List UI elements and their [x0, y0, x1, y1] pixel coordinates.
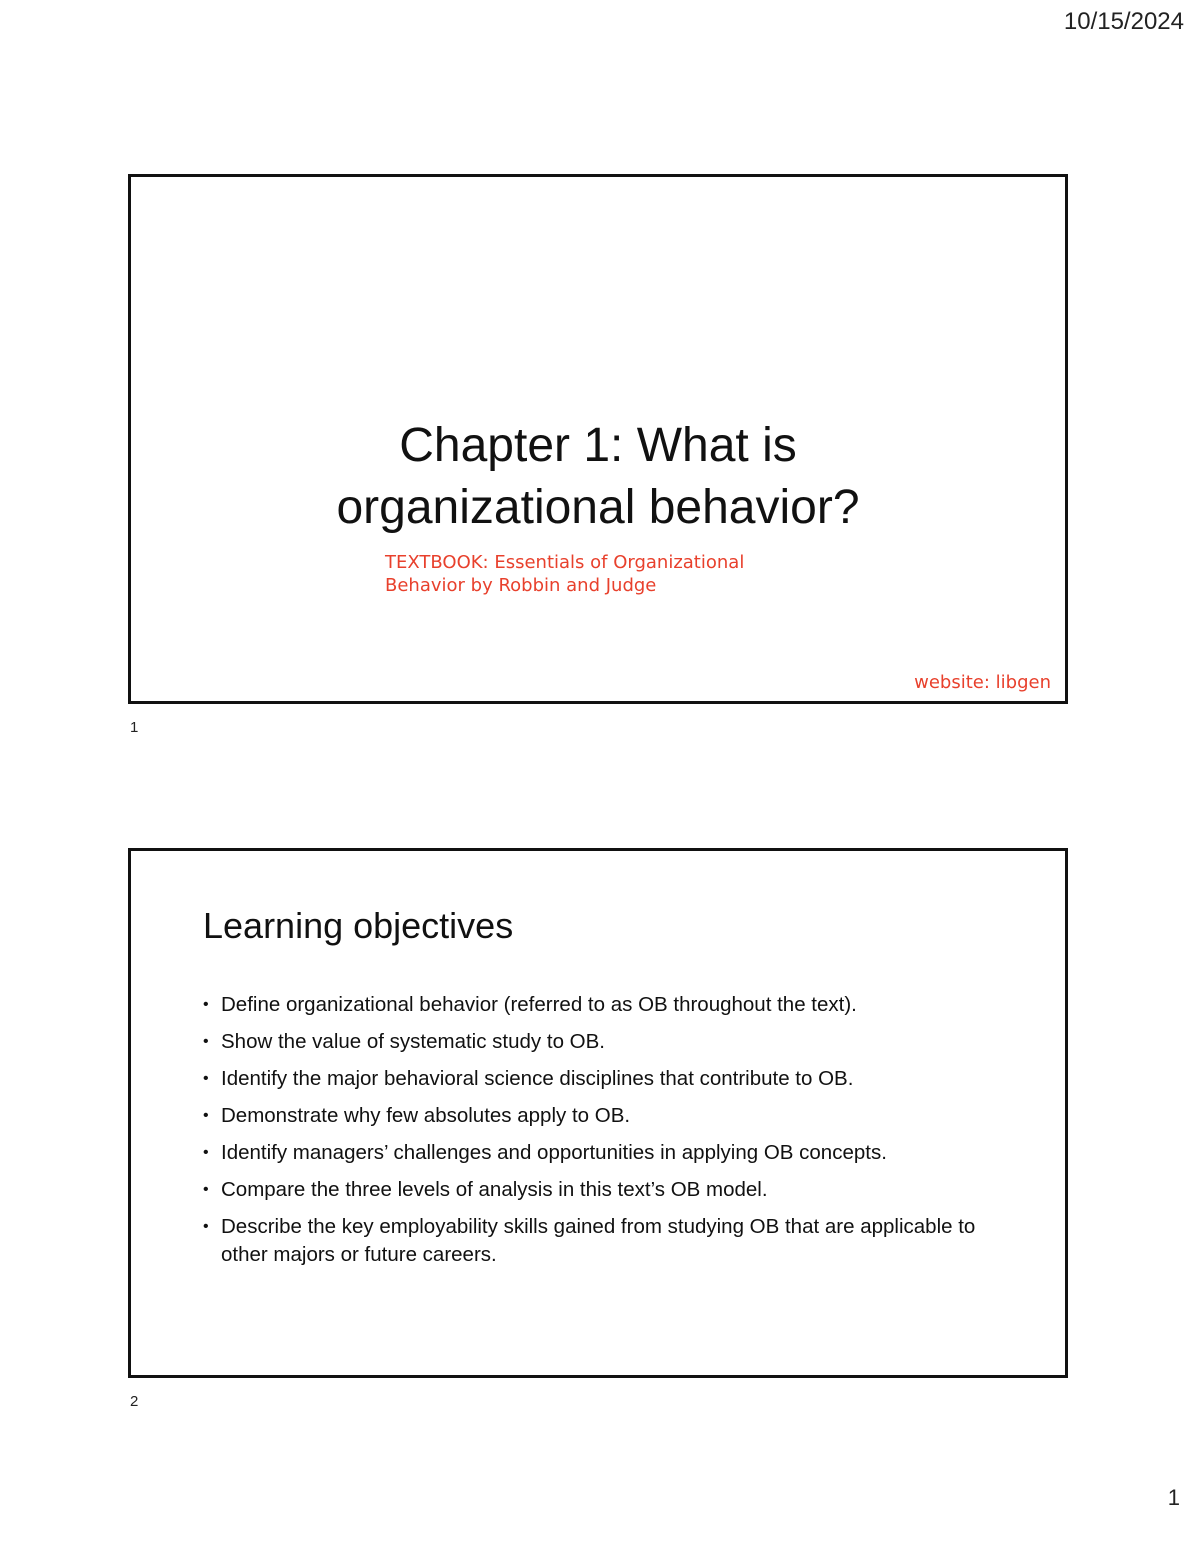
objective-text: Show the value of systematic study to OB.	[221, 1030, 605, 1053]
list-item	[203, 1102, 1023, 1130]
bullet-icon: •	[203, 1218, 209, 1235]
slide-number-1: 1	[130, 719, 139, 736]
list-item	[203, 1176, 1023, 1204]
learning-objectives-heading: Learning objectives	[203, 905, 514, 946]
slide-1	[128, 174, 1068, 704]
objective-text: Identify managers’ challenges and opportunities in applying OB concepts.	[221, 1141, 887, 1164]
bullet-icon: •	[203, 1181, 209, 1198]
textbook-line-2: Behavior by Robbin and Judge	[385, 575, 657, 596]
textbook-note	[385, 551, 845, 597]
website-note: website: libgen	[914, 672, 1051, 693]
slide-2	[128, 848, 1068, 1378]
list-item	[203, 1213, 1023, 1269]
objective-text: Define organizational behavior (referred to as OB throughout the text).	[221, 993, 857, 1016]
list-item	[203, 1139, 1023, 1167]
objective-text: Compare the three levels of analysis in this text’s OB model.	[221, 1178, 768, 1201]
chapter-title-line-2: organizational behavior?	[336, 481, 860, 534]
list-item	[203, 991, 1023, 1019]
page-number: 1	[1167, 1485, 1180, 1510]
objective-text: Demonstrate why few absolutes apply to OB.	[221, 1104, 631, 1127]
objective-text: Identify the major behavioral science disciplines that contribute to OB.	[221, 1067, 854, 1090]
chapter-title	[131, 415, 1065, 539]
slide-number-2: 2	[130, 1393, 139, 1410]
bullet-icon: •	[203, 1107, 209, 1124]
chapter-title-line-1: Chapter 1: What is	[399, 419, 797, 472]
objective-text: Describe the key employability skills gained from studying OB that are applicable to other majors or future careers.	[221, 1215, 976, 1266]
list-item	[203, 1065, 1023, 1093]
learning-objectives-list	[203, 991, 1023, 1278]
page-date: 10/15/2024	[1063, 8, 1184, 35]
bullet-icon: •	[203, 1144, 209, 1161]
bullet-icon: •	[203, 996, 209, 1013]
bullet-icon: •	[203, 1070, 209, 1087]
list-item	[203, 1028, 1023, 1056]
textbook-line-1: TEXTBOOK: Essentials of Organizational	[385, 552, 745, 573]
chapter-title-block	[131, 415, 1065, 539]
bullet-icon: •	[203, 1033, 209, 1050]
